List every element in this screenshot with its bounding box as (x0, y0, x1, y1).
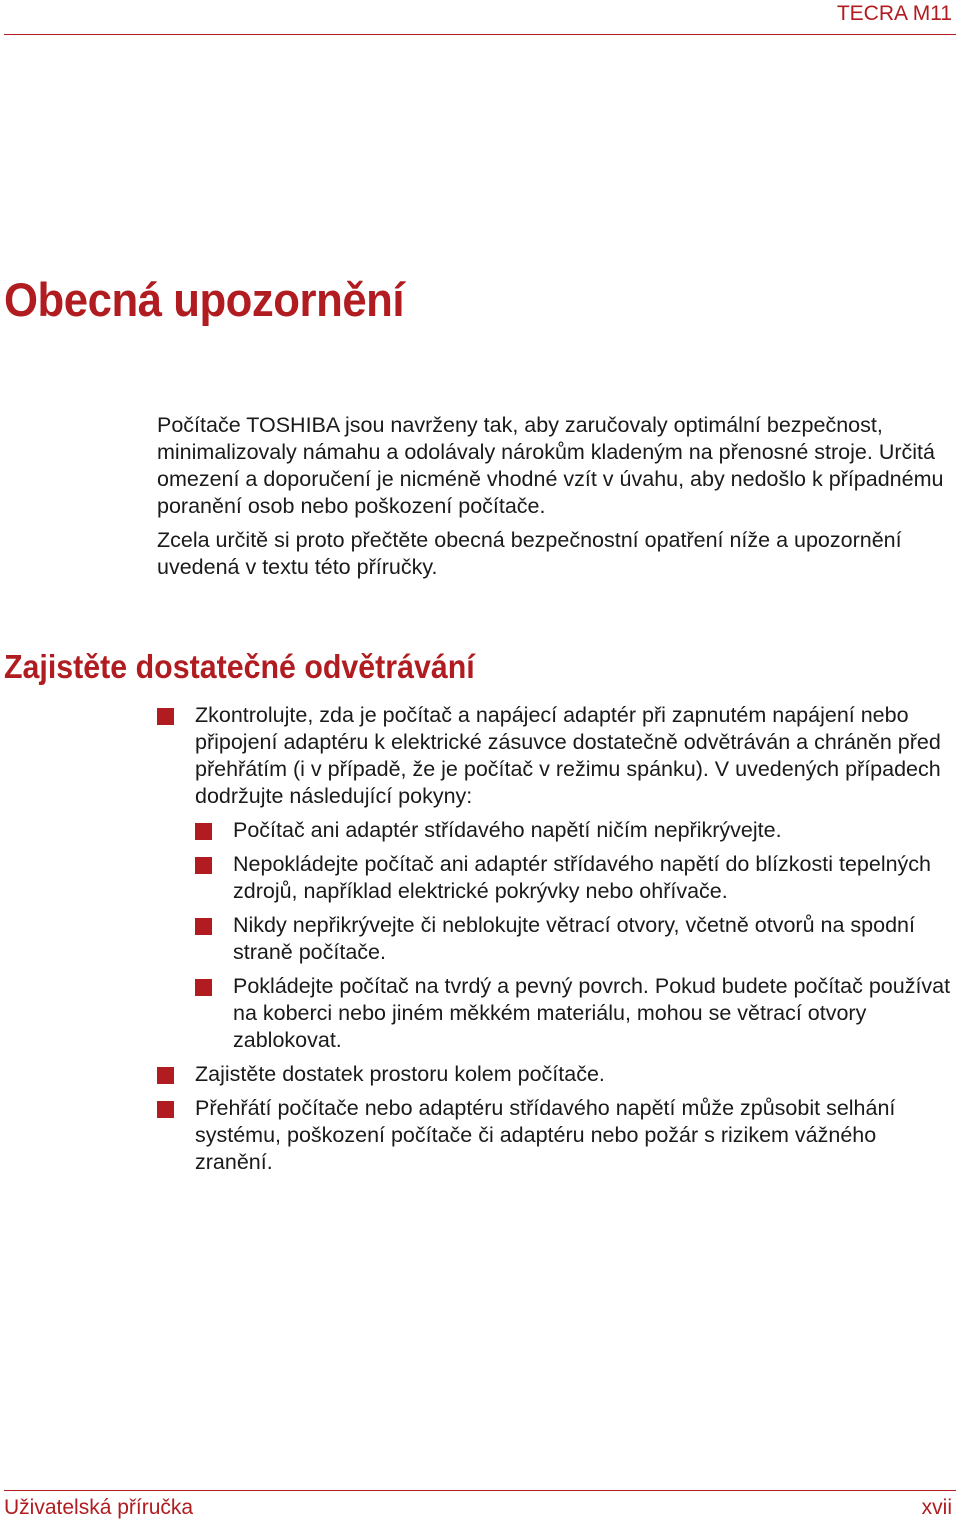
sublist-item-text: Pokládejte počítač na tvrdý a pevný povrch. Pokud budete počítač používat na koberci nebo jiném měkkém materiálu, mohou se větrací otvory zablokovat. (233, 974, 951, 1052)
sublist-item (195, 912, 952, 966)
header-divider (4, 34, 956, 35)
list-item-text: Přehřátí počítače nebo adaptéru střídavého napětí může způsobit selhání systému, poškození počítače či adaptéru nebo požár s rizikem vážného zranění. (195, 1096, 896, 1174)
sublist-item (195, 851, 952, 905)
list-item (157, 1061, 952, 1088)
square-bullet-icon (157, 1067, 174, 1084)
intro-paragraph: Počítače TOSHIBA jsou navrženy tak, aby zaručovaly optimální bezpečnost, minimalizovaly námahu a odolávaly nárokům kladeným na přenosné stroje. Určitá omezení a doporučení je nicméně vhodné vzít v úvahu, aby nedošlo k případnému poranění osob nebo poškození počítače. (157, 413, 944, 518)
sublist-item-text: Nepokládejte počítač ani adaptér střídavého napětí do blízkosti tepelných zdrojů, například elektrické pokrývky nebo ohřívače. (233, 852, 932, 903)
square-bullet-icon (195, 918, 212, 935)
header-product-name: TECRA M11 (836, 2, 952, 25)
ventilation-list (157, 702, 952, 1183)
page-title: Obecná upozornění (4, 273, 405, 326)
ventilation-sublist (195, 817, 952, 1054)
square-bullet-icon (195, 857, 212, 874)
square-bullet-icon (195, 823, 212, 840)
list-item (157, 1095, 952, 1176)
sublist-item-text: Počítač ani adaptér střídavého napětí ničím nepřikrývejte. (233, 818, 782, 842)
sublist-item-text: Nikdy nepřikrývejte či neblokujte větrací otvory, včetně otvorů na spodní straně počítače. (233, 913, 915, 964)
sublist-item (195, 817, 952, 844)
list-item (157, 702, 952, 1054)
page-number: xvii (921, 1496, 952, 1519)
footer-manual-name: Uživatelská příručka (4, 1496, 194, 1519)
intro-paragraph: Zcela určitě si proto přečtěte obecná bezpečnostní opatření níže a upozornění uvedená v textu této příručky. (157, 528, 902, 579)
square-bullet-icon (157, 708, 174, 725)
footer-divider (4, 1490, 956, 1491)
square-bullet-icon (157, 1101, 174, 1118)
list-item-text: Zajistěte dostatek prostoru kolem počítače. (195, 1062, 605, 1086)
section-title: Zajistěte dostatečné odvětrávání (4, 648, 475, 685)
intro-text (157, 412, 947, 588)
sublist-item (195, 973, 952, 1054)
list-item-text: Zkontrolujte, zda je počítač a napájecí adaptér při zapnutém napájení nebo připojení adaptéru k elektrické zásuvce dostatečně odvětráván a chráněn před přehřátím (i v případě, že je počítač v režimu spánku). V uvedených případech dodržujte následující pokyny: (195, 703, 941, 808)
square-bullet-icon (195, 979, 212, 996)
